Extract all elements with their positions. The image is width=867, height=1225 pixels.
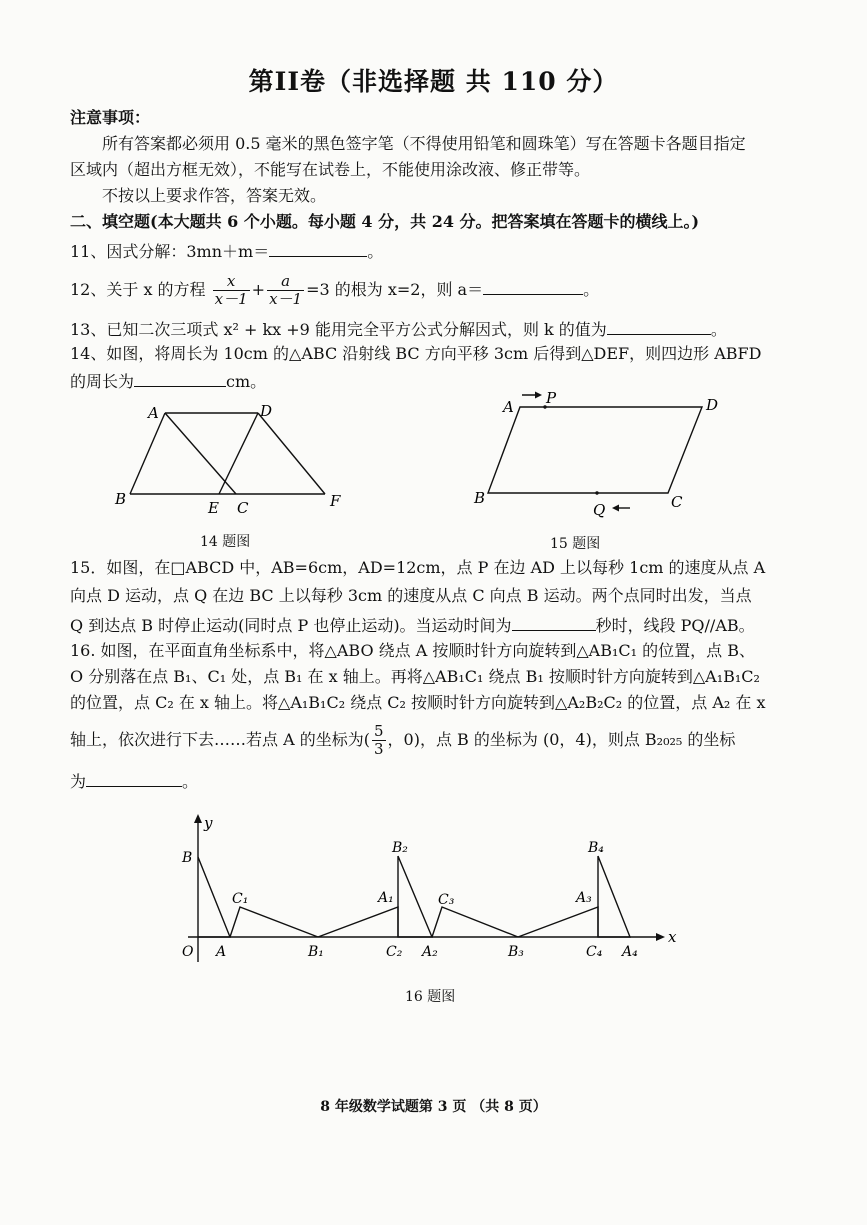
fig16-label-b1: B₁ — [308, 944, 324, 960]
fig16-label-b2: B₂ — [392, 840, 408, 856]
figure-16 — [170, 812, 690, 972]
page-footer: 8 年级数学试题第 3 页 （共 8 页） — [320, 1099, 547, 1115]
q16-line-4: 轴上，依次进行下去……若点 A 的坐标为( $\frac{5}{3}$ ，0)，点 B 的坐标为 (0，4)，则点 B₂₀₂₅ 的坐标 — [70, 722, 736, 758]
q12-pre: 12、关于 x 的方程 — [70, 280, 206, 299]
q12-end: 。 — [583, 280, 600, 299]
notice-line-3: 不按以上要求作答，答案无效。 — [102, 186, 327, 205]
fig14-label-a: A — [148, 404, 159, 422]
q12-post: =3 的根为 x=2，则 a＝ — [306, 280, 484, 299]
fig16-label-a3: A₃ — [576, 890, 592, 906]
q14-line-2: 的周长为 cm。 — [70, 372, 267, 391]
figure-15 — [470, 385, 730, 525]
notice-heading: 注意事项： — [70, 108, 151, 127]
q15-line-3: Q 到达点 B 时停止运动(同时点 P 也停止运动)。当运动时间为 秒时，线段 PQ//AB。 — [70, 616, 755, 635]
notice-line-2: 区域内（超出方框无效），不能写在试卷上，不能使用涂改液、修正带等。 — [70, 160, 591, 179]
fig16-label-b4: B₄ — [588, 840, 604, 856]
fig15-label-c: C — [671, 493, 683, 511]
question-11 — [70, 240, 383, 262]
fig15-label-a: A — [503, 398, 514, 416]
q15-line-1: 15．如图，在□ABCD 中，AB=6cm，AD=12cm，点 P 在边 AD 上以每秒 1cm 的速度从点 A — [70, 558, 766, 577]
q13-end: 。 — [710, 320, 727, 339]
fig16-label-a2: A₂ — [422, 944, 438, 960]
q12-fraction-2: $\frac{a}{x-1}$ — [269, 272, 303, 308]
q11-answer-blank — [269, 240, 367, 257]
q14-answer-blank — [134, 370, 226, 387]
q16-line-1: 16. 如图，在平面直角坐标系中，将△ABO 绕点 A 按顺时针方向旋转到△AB₁C₁ 的位置，点 B、 — [70, 641, 755, 660]
fig15-label-p: P — [546, 389, 557, 407]
notice-line-1: 所有答案都必须用 0.5 毫米的黑色签字笔（不得使用铅笔和圆珠笔）写在答题卡各题目指定 — [102, 134, 746, 153]
fig15-label-d: D — [706, 396, 719, 414]
section-2-heading: 二、填空题(本大题共 6 个小题。每小题 4 分，共 24 分。把答案填在答题卡的横线上。) — [70, 212, 700, 231]
q16-fraction: $\frac{5}{3}$ — [373, 722, 384, 758]
fig14-label-b: B — [115, 490, 127, 508]
fig15-caption: 15 题图 — [550, 536, 601, 552]
fig14-label-d: D — [260, 402, 273, 420]
q12-plus: + — [251, 280, 266, 299]
fig16-label-a: A — [216, 944, 227, 960]
fig16-label-o: O — [182, 944, 194, 960]
fig14-label-c: C — [237, 499, 249, 517]
figure-14 — [110, 400, 360, 520]
fig16-axis-x: x — [668, 928, 677, 946]
q14-line-1: 14、如图，将周长为 10cm 的△ABC 沿射线 BC 方向平移 3cm 后得到△DEF，则四边形 ABFD — [70, 344, 762, 363]
q12-answer-blank — [483, 278, 583, 295]
fig14-label-e: E — [208, 499, 219, 517]
q13-answer-blank — [607, 318, 711, 335]
q16-line-3: 的位置，点 C₂ 在 x 轴上。将△A₁B₁C₂ 绕点 C₂ 按顺时针方向旋转到△A₂B₂C₂ 的位置，点 A₂ 在 x — [70, 693, 766, 712]
page-title: 第II卷（非选择题 共 110 分） — [248, 67, 619, 96]
fig14-label-f: F — [330, 492, 341, 510]
q16-line-5: 为 。 — [70, 772, 199, 791]
q12-fraction-1: $\frac{x}{x-1}$ — [214, 272, 248, 308]
question-13 — [70, 318, 727, 340]
q15-answer-blank — [512, 614, 596, 631]
fig16-label-a4: A₄ — [622, 944, 638, 960]
q13-text: 13、已知二次三项式 x² + kx +9 能用完全平方公式分解因式，则 k 的值为 — [70, 320, 607, 339]
q16-line-2: O 分别落在点 B₁、C₁ 处，点 B₁ 在 x 轴上。再将△AB₁C₁ 绕点 B₁ 按顺时针方向旋转到△A₁B₁C₂ — [70, 667, 760, 686]
fig16-caption: 16 题图 — [405, 989, 456, 1005]
fig15-label-b: B — [474, 489, 486, 507]
fig16-axis-y: y — [204, 814, 213, 832]
q16-answer-blank — [86, 770, 182, 787]
fig16-label-b: B — [182, 850, 193, 866]
fig16-label-c1: C₁ — [232, 891, 249, 907]
fig16-label-c4: C₄ — [586, 944, 603, 960]
fig16-label-b3: B₃ — [508, 944, 524, 960]
q11-text: 11、因式分解：3mn＋m＝ — [70, 242, 270, 261]
q15-line-2: 向点 D 运动，点 Q 在边 BC 上以每秒 3cm 的速度从点 C 向点 B 运动。两个点同时出发，当点 — [70, 586, 752, 605]
fig16-label-c2: C₂ — [386, 944, 403, 960]
question-12 — [70, 272, 599, 308]
fig14-caption: 14 题图 — [200, 534, 251, 550]
fig16-label-c3: C₃ — [438, 892, 455, 908]
fig15-label-q: Q — [593, 501, 606, 519]
q11-end: 。 — [367, 242, 384, 261]
fig16-label-a1: A₁ — [378, 890, 394, 906]
